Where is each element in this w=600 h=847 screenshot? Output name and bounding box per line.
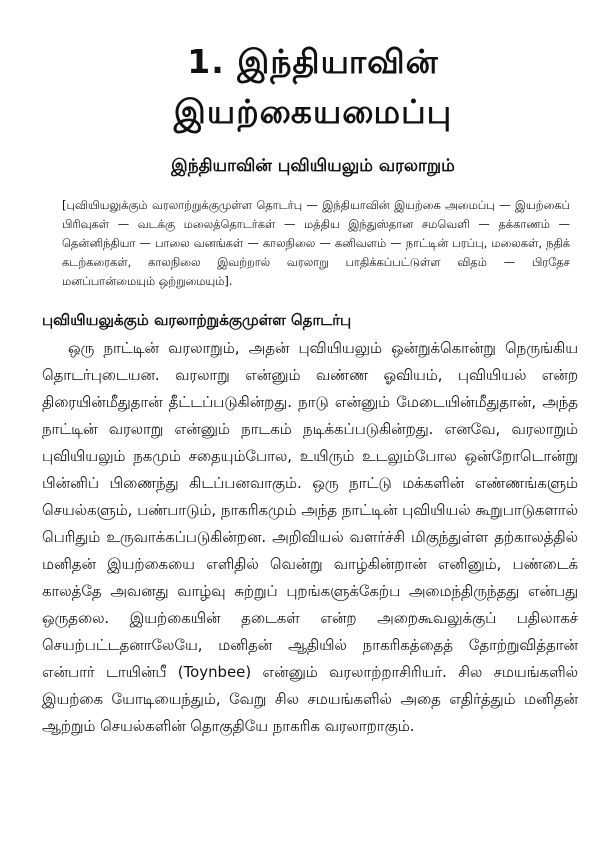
chapter-title xyxy=(48,40,578,136)
body-paragraph: ஒரு நாட்டின் வரலாறும், அதன் புவியியலும் ஒன்றுக்கொன்று நெருங்கிய தொடர்புடையன. வரலாறு என்னும் வண்ண ஓவியம், புவியியல் என்ற திரையின்மீதுதான் தீட்டப்படுகின்றது. நாடு என்னும் மேடையின்மீதுதான், அந்த நாட்டின் வரலாறு என்னும் நாடகம் நடிக்கப்படுகின்றது. எனவே, வரலாறும் புவியியலும் நகமும் சதையும்போல, உயிரும் உடலும்போல ஒன்றோடொன்று பின்னிப் பிணைந்து கிடப்பனவாகும். ஒரு நாட்டு மக்களின் எண்ணங்களும் செயல்களும், பண்பாடும், நாகரிகமும் அந்த நாட்டின் புவியியல் கூறுபாடுகளால் பெரிதும் உருவாக்கப்படுகின்றன. அறிவியல் வளர்ச்சி மிகுந்துள்ள தற்காலத்தில் மனிதன் இயற்கையை எளிதில் வென்று வாழ்கின்றான் எனினும், பண்டைக் காலத்தே அவனது வாழ்வு சுற்றுப் புறங்களுக்கேற்ப அமைந்திருந்தது என்பது ஒருதலை. இயற்கையின் தடைகள் என்ற அறைகூவலுக்குப் பதிலாகச் செயற்பட்டதனாலேயே, மனிதன் ஆதியில் நாகரிகத்தைத் தோற்றுவித்தான் என்பார் டாயின்பீ (Toynbee) என்னும் வரலாற்றாசிரியர். சில சமயங்களில் இயற்கை யோடியைந்தும், வேறு சில சமயங்களில் அதை எதிர்த்தும் மனிதன் ஆற்றும் செயல்களின் தொகுதியே நாகரிக வரலாறாகும். xyxy=(42,339,578,735)
section-heading: இந்தியாவின் புவியியலும் வரலாறும் xyxy=(171,156,455,176)
subsection-heading: புவியியலுக்கும் வரலாற்றுக்குமுள்ள தொடர்பு xyxy=(42,311,352,329)
body-text xyxy=(42,335,578,740)
chapter-number-title: 1. இந்தியாவின் xyxy=(187,42,439,81)
chapter-summary: [புவியியலுக்கும் வரலாற்றுக்குமுள்ள தொடர்பு — இந்தியாவின் இயற்கை அமைப்பு — இயற்கைப் பிரிவுகள் — வடக்கு மலைத்தொடர்கள் — மத்திய இந்துஸ்தான சமவெளி — தக்காணம் — தென்னிந்தியா — பாலை வனங்கள் — காலநிலை — கனிவளம் — நாட்டின் பரப்பு, மலைகள், நதிக் கடற்கரைகள், காலநிலை இவற்றால் வரலாறு பாதிக்கப்பட்டுள்ள விதம் — பிரதேச மனப்பான்மையும் ஒற்றுமையும்]. xyxy=(62,198,570,288)
chapter-subtitle: இயற்கையமைப்பு xyxy=(173,92,453,131)
